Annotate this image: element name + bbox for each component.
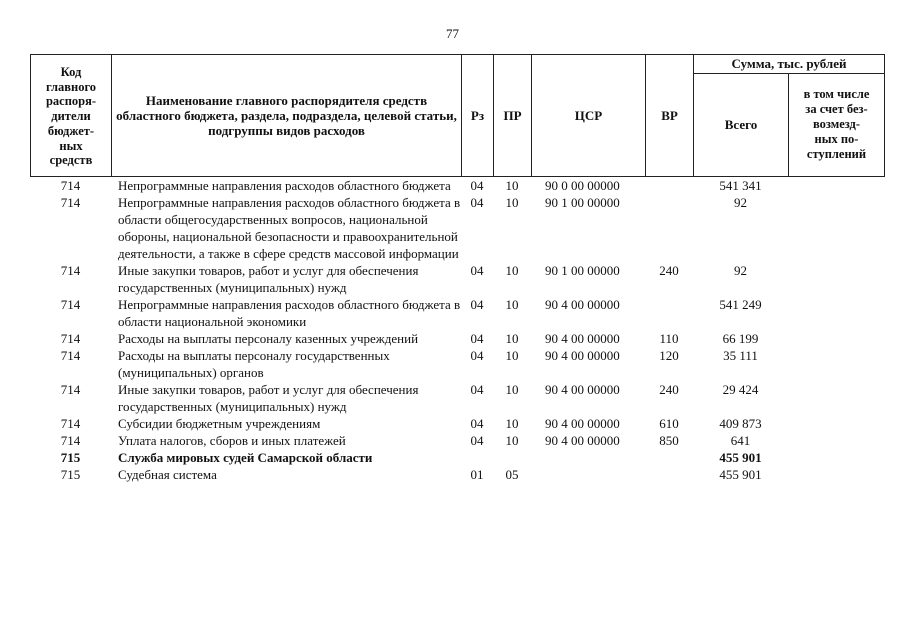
header-vr: ВР: [646, 55, 694, 176]
cell-code: 714: [60, 331, 81, 346]
table-row: [30, 415, 885, 432]
cell-code: 714: [60, 348, 81, 363]
cell-rz: 04: [470, 178, 484, 193]
cell-rz: 04: [470, 331, 484, 346]
cell-csr: 90 4 00 00000: [545, 331, 620, 346]
cell-name: Уплата налогов, сборов и иных платежей: [118, 433, 346, 448]
table-row: [30, 466, 885, 483]
cell-code: 714: [60, 416, 81, 431]
header-code-line: бюджет-: [47, 123, 95, 138]
cell-rz: 04: [470, 348, 484, 363]
header-free-line: ных по-: [814, 132, 859, 146]
header-sum: Сумма, тыс. рублей: [694, 55, 884, 74]
cell-pr: 10: [505, 178, 519, 193]
header-free-line: ступлений: [806, 147, 867, 161]
cell-vr: 240: [659, 382, 679, 397]
cell-code: 714: [60, 297, 81, 312]
table-row: [30, 194, 885, 262]
cell-total: 92: [734, 195, 747, 210]
header-free-receipts: [789, 73, 884, 176]
table-row: [30, 381, 885, 415]
cell-pr: 10: [505, 348, 519, 363]
cell-total: 29 424: [722, 382, 759, 397]
cell-pr: 10: [505, 331, 519, 346]
cell-total: 455 901: [719, 467, 762, 482]
cell-code: 714: [60, 382, 81, 397]
cell-total: 92: [734, 263, 747, 278]
cell-pr: 10: [505, 433, 519, 448]
cell-pr: 10: [505, 195, 519, 210]
cell-csr: 90 1 00 00000: [545, 195, 620, 210]
page-number: 77: [446, 26, 459, 41]
header-code-line: дители: [51, 109, 91, 124]
cell-vr: 850: [659, 433, 679, 448]
cell-csr: 90 4 00 00000: [545, 297, 620, 312]
cell-rz: 04: [470, 382, 484, 397]
cell-csr: 90 0 00 00000: [545, 178, 620, 193]
cell-pr: 05: [505, 467, 519, 482]
cell-csr: 90 4 00 00000: [545, 416, 620, 431]
header-name: Наименование главного распорядителя средств областного бюджета, раздела, подраздела, целевой статьи, подгруппы видов расходов: [112, 55, 462, 176]
header-code-line: средств: [49, 153, 93, 168]
cell-name: Расходы на выплаты персоналу казенных учреждений: [118, 331, 419, 346]
header-free-line: возмезд-: [812, 117, 861, 131]
cell-csr: 90 4 00 00000: [545, 382, 620, 397]
cell-code: 714: [60, 178, 81, 193]
cell-name: Судебная система: [118, 467, 217, 482]
header-code: [31, 55, 112, 176]
table-row: [30, 296, 885, 330]
cell-name: Непрограммные направления расходов областного бюджета в области общегосударственных вопросов, национальной обороны, национальной безопасности и правоохранительной деятельности, а также в сфере средств массовой информации: [118, 195, 461, 261]
table-header: [30, 54, 885, 177]
cell-csr: 90 4 00 00000: [545, 348, 620, 363]
cell-vr: 240: [659, 263, 679, 278]
cell-pr: 10: [505, 382, 519, 397]
cell-csr: 90 1 00 00000: [545, 263, 620, 278]
cell-name: Иные закупки товаров, работ и услуг для обеспечения государственных (муниципальных) нужд: [118, 382, 419, 414]
cell-rz: 04: [470, 433, 484, 448]
cell-total: 541 249: [719, 297, 762, 312]
cell-name: Непрограммные направления расходов областного бюджета в области национальной экономики: [118, 297, 461, 329]
cell-total: 409 873: [719, 416, 762, 431]
table-row-section: [30, 449, 885, 466]
header-code-line: распоря-: [45, 94, 97, 109]
cell-rz: 04: [470, 297, 484, 312]
cell-name: Субсидии бюджетным учреждениям: [118, 416, 321, 431]
cell-csr: 90 4 00 00000: [545, 433, 620, 448]
header-code-line: ных: [59, 138, 83, 153]
table-row: [30, 432, 885, 449]
cell-total: 455 901: [719, 450, 762, 465]
cell-total: 35 111: [723, 348, 758, 363]
cell-pr: 10: [505, 297, 519, 312]
header-code-line: Код: [60, 64, 82, 79]
cell-name: Расходы на выплаты персоналу государственных (муниципальных) органов: [118, 348, 390, 380]
header-total: Всего: [694, 73, 789, 176]
cell-vr: 610: [659, 416, 679, 431]
cell-name: Непрограммные направления расходов областного бюджета: [118, 178, 451, 193]
header-free-line: в том числе: [803, 87, 870, 101]
cell-code: 714: [60, 433, 81, 448]
table-row: [30, 347, 885, 381]
cell-rz: 04: [470, 416, 484, 431]
header-code-line: главного: [45, 79, 97, 94]
header-pr: ПР: [494, 55, 532, 176]
cell-code: 715: [60, 467, 81, 482]
cell-total: 66 199: [722, 331, 759, 346]
cell-name: Служба мировых судей Самарской области: [118, 450, 373, 465]
cell-vr: 110: [659, 331, 679, 346]
table-row: [30, 262, 885, 296]
cell-vr: 120: [659, 348, 679, 363]
cell-rz: 04: [470, 263, 484, 278]
cell-rz: 04: [470, 195, 484, 210]
table-row: [30, 177, 885, 194]
cell-rz: 01: [470, 467, 484, 482]
header-rz: Рз: [462, 55, 494, 176]
cell-code: 714: [60, 263, 81, 278]
header-csr: ЦСР: [532, 55, 646, 176]
table-body: [30, 177, 885, 483]
cell-pr: 10: [505, 263, 519, 278]
header-free-line: за счет без-: [805, 102, 868, 116]
cell-code: 715: [60, 450, 81, 465]
cell-code: 714: [60, 195, 81, 210]
table-row: [30, 330, 885, 347]
cell-total: 641: [730, 433, 751, 448]
cell-total: 541 341: [719, 178, 762, 193]
cell-name: Иные закупки товаров, работ и услуг для обеспечения государственных (муниципальных) нужд: [118, 263, 419, 295]
cell-pr: 10: [505, 416, 519, 431]
